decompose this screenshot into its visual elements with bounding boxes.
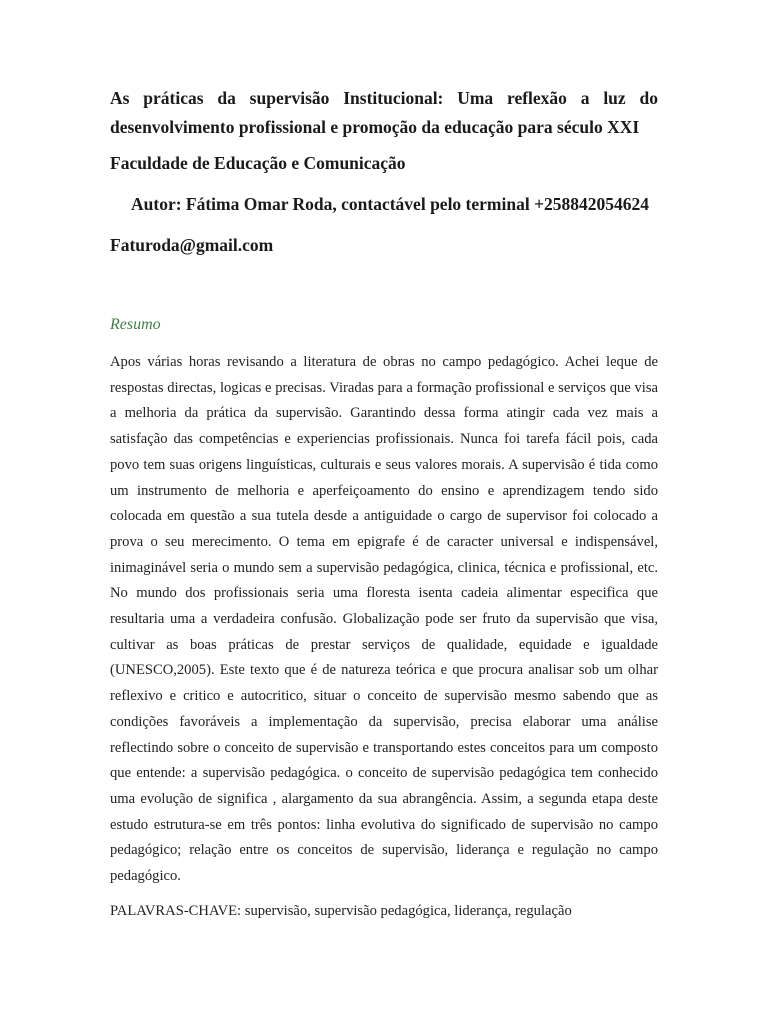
faculty-name: Faculdade de Educação e Comunicação — [110, 153, 406, 173]
author-line: Autor: Fátima Omar Roda, contactável pelo terminal +258842054624 — [131, 194, 650, 214]
abstract-body: Apos várias horas revisando a literatura de obras no campo pedagógico. Achei leque de respostas directas, logicas e precisas. Viradas para a formação profissional e serviços que visa a melhoria da prática da supervisão. Garantindo dessa forma atingir cada vez mais a satisfação das competências e experiencias profissionais. Nunca foi tarefa fácil pois, cada povo tem suas origens linguísticas, culturais e seus valores morais. A supervisão é tida como um instrumento de melhoria e aperfeiçoamento do ensino e aprendizagem tendo sido colocada em questão a sua tutela desde a antiguidade o cargo de supervisor foi colocado a prova o seu merecimento. O tema em epigrafe é de caracter universal e indispensável, inimaginável seria o mundo sem a supervisão pedagógica, clinica, técnica e profissional, etc. No mundo dos profissionais seria uma floresta isenta cadeia alimentar especifica que resultaria uma a verdadeira confusão. Globalização pode ser fruto da supervisão que visa, cultivar as boas práticas de prestar serviços de qualidade, equidade e igualdade (UNESCO,2005). Este texto que é de natureza teórica e que procura analisar sob um olhar reflexivo e critico e autocritico, situar o conceito de supervisão mesmo sabendo que as condições favoráveis a implementação da supervisão, precisa elaborar uma análise reflectindo sobre o conceito de supervisão e transportando estes conceitos para um composto que entende: a supervisão pedagógica. o conceito de supervisão pedagógica tem conhecido uma evolução de significa , alargamento da sua abrangência. Assim, a segunda etapa deste estudo estrutura-se em três pontos: linha evolutiva do significado de supervisão no campo pedagógico; relação entre os conceitos de supervisão, liderança e regulação no campo pedagógico. — [110, 354, 658, 885]
abstract-heading: Resumo — [110, 316, 161, 333]
document-title: As práticas da supervisão Institucional: Uma reflexão a luz do desenvolvimento profissional e promoção da educação para século XXI — [110, 88, 658, 137]
author-email: Faturoda@gmail.com — [110, 235, 274, 255]
keywords-line: PALAVRAS-CHAVE: supervisão, supervisão pedagógica, liderança, regulação — [110, 902, 572, 919]
